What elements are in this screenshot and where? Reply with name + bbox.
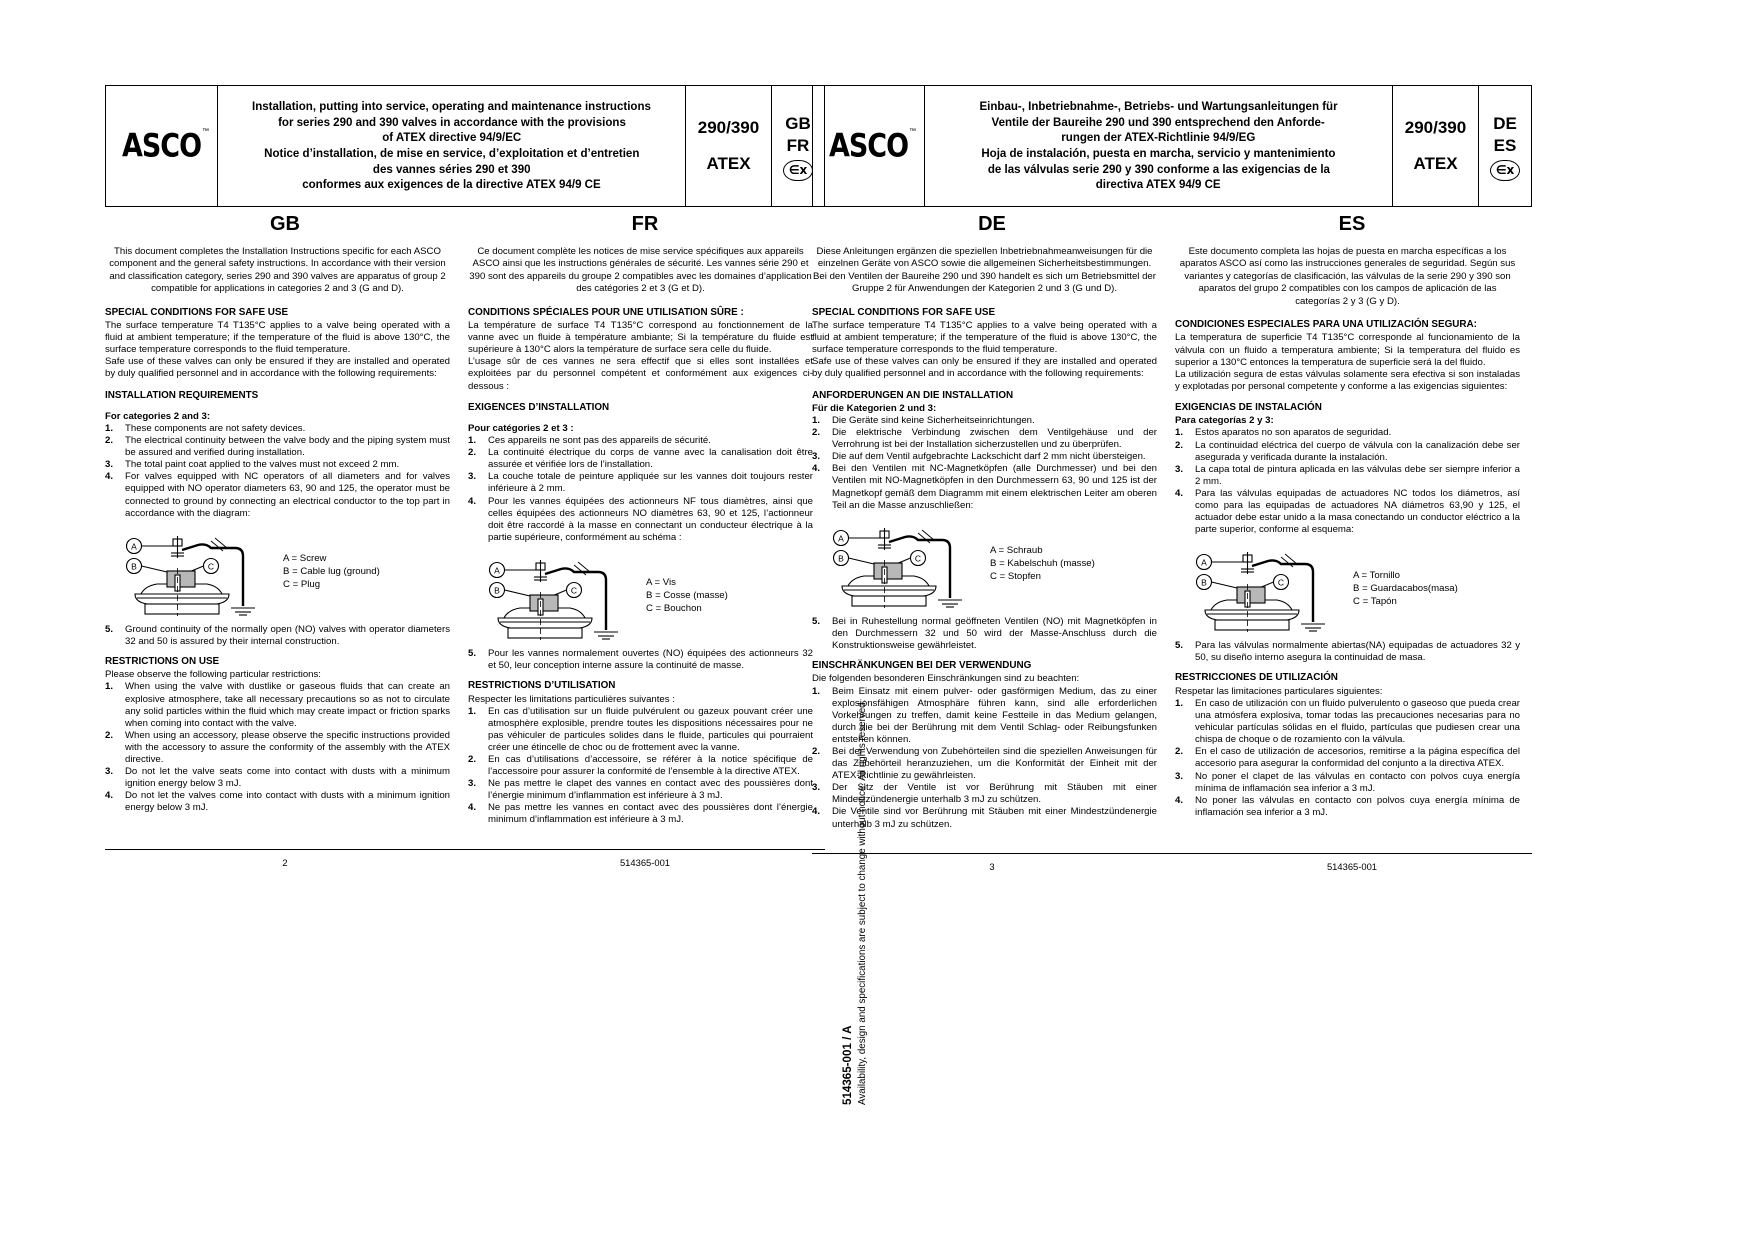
section-heading: EXIGENCIAS DE INSTALACIÓN xyxy=(1175,401,1322,413)
section-paragraph: La temperatura de superficie T4 T135°C corresponde al funcionamiento de la válvula con un fluido a temperatura ambiente; Si la temperatura del fluido es superior a 130°C entonces la temperatura de superficie será la del fluido. xyxy=(1175,332,1520,368)
list-number: 3. xyxy=(468,471,477,483)
svg-text:A: A xyxy=(494,565,500,576)
list-number: 3. xyxy=(1175,770,1184,782)
column-language-heading: GB xyxy=(270,213,300,235)
list-text: Bei der Verwendung von Zubehörteilen sind die speziellen Anweisungen für das Zubehörteil heranzuziehen, um die Konformität der Einheit mit der ATEX-Richtlinie zu gewährleisten. xyxy=(832,746,1157,782)
list-item xyxy=(812,746,1157,782)
list-text: Die Ventile sind vor Berührung mit Stäuben mit einer Mindestzündenergie unterhalb 3 mJ zu schützen. xyxy=(832,806,1157,830)
list-item xyxy=(1175,440,1520,464)
section-paragraph: Safe use of these valves can only be ensured if they are installed and operated by duly qualified personnel and in accordance with the following requirements: xyxy=(105,356,450,380)
list-item xyxy=(105,790,450,814)
document-code: 514365-001 xyxy=(619,856,671,868)
column-gb xyxy=(105,246,450,835)
list-number: 4. xyxy=(105,790,114,802)
header-title xyxy=(218,86,686,206)
section-heading: EINSCHRÄNKUNGEN BEI DER VERWENDUNG xyxy=(812,660,1032,672)
title-line: conformes aux exigences de la directive ATEX 94/9 CE xyxy=(302,177,601,192)
list-number: 2. xyxy=(105,435,114,447)
spine-document-number: 514365-001 / A xyxy=(841,1025,854,1105)
list-item xyxy=(468,471,813,495)
svg-text:C: C xyxy=(207,561,215,572)
list-text: Der Sitz der Ventile ist vor Berührung mit Stäuben mit einer Mindestzündenergie unterhalb 3 mJ zu schützen. xyxy=(832,782,1157,806)
column-de xyxy=(812,246,1157,839)
language-code: FR xyxy=(786,135,810,155)
section-heading: SPECIAL CONDITIONS FOR SAFE USE xyxy=(812,306,996,318)
diagram-legend xyxy=(646,576,728,615)
diagram-legend xyxy=(283,552,380,591)
svg-text:C: C xyxy=(1277,577,1285,588)
list-item xyxy=(468,778,813,802)
sheet-de-es xyxy=(812,85,1532,872)
list-item xyxy=(468,447,813,471)
list-item xyxy=(812,463,1157,511)
restrictions-list xyxy=(468,706,813,827)
title-line: de las válvulas serie 290 y 390 conforme a las exigencias de la xyxy=(987,161,1330,176)
list-item xyxy=(105,435,450,459)
list-number: 5. xyxy=(1175,640,1184,652)
legend-item: B = Guardacabos(masa) xyxy=(1353,582,1458,594)
requirements-list xyxy=(105,423,450,520)
title-line: Einbau-, Inbetriebnahme-, Betriebs- und Wartungsanleitungen für xyxy=(979,99,1338,114)
list-text: Ne pas mettre les vannes en contact avec des poussières dont l’énergie minimum d’inflammation est inférieure à 3 mJ. xyxy=(488,802,813,826)
valve-diagram-svg xyxy=(830,520,980,608)
requirements-list xyxy=(1175,427,1520,536)
list-number: 3. xyxy=(468,778,477,790)
list-text: En cas d’utilisation sur un fluide pulvérulent ou gazeux pouvant créer une atmosphère explosible, prendre toutes les dispositions nécessaires pour ne pas véhiculer de particules solides dans le fluide, particules qui pourraient créer une étincelle de choc ou de frottement avec la vanne. xyxy=(488,705,813,753)
footer-divider xyxy=(105,849,825,850)
legend-item: C = Plug xyxy=(283,579,321,591)
asco-logo-text: ASCO xyxy=(121,127,202,165)
restrictions-list xyxy=(1175,698,1520,819)
list-number: 1. xyxy=(105,423,114,434)
list-item xyxy=(812,451,1157,463)
language-code: ES xyxy=(1493,135,1517,155)
diagram-legend xyxy=(1353,569,1458,608)
restrictions-list xyxy=(105,681,450,814)
legend-item: A = Screw xyxy=(283,553,327,565)
section-heading: INSTALLATION REQUIREMENTS xyxy=(105,389,259,401)
intro-paragraph: This document completes the Installation Instructions specific for each ASCO component and the general safety instructions. In accordance with their version and classification category, series 290 and 390 valves are apparatus of group 2 compatible for applications in categories 2 and 3 (G and D). xyxy=(109,246,446,295)
title-line: Hoja de instalación, puesta en marcha, servicio y mantenimiento xyxy=(981,146,1336,160)
list-number: 3. xyxy=(812,782,821,794)
series-box xyxy=(686,86,772,206)
section-paragraph: La utilización segura de estas válvulas solamente sera efectiva si son instaladas y explotadas por personal competente y conforme a las exigencias siguientes: xyxy=(1175,368,1520,392)
title-line: rungen der ATEX-Richtlinie 94/9/EG xyxy=(1061,130,1256,145)
valve-grounding-diagram xyxy=(123,528,450,616)
legend-item: A = Schraub xyxy=(990,545,1043,557)
list-item xyxy=(812,686,1157,746)
language-band xyxy=(105,213,825,236)
list-item xyxy=(468,435,813,447)
list-text: No poner el clapet de las válvulas en contacto con polvos cuya energía mínima de inflamación sea inferior a 3 mJ. xyxy=(1195,770,1520,794)
svg-text:B: B xyxy=(838,553,844,564)
header-box xyxy=(812,85,1532,207)
section-paragraph: L’usage sûr de ces vannes ne sera effectif que si elles sont installées et exploitées par du personnel compétent et conformément aux exigences ci-dessous : xyxy=(468,356,813,392)
list-item xyxy=(1175,464,1520,488)
restrictions-list xyxy=(812,686,1157,831)
section-lead: Die folgenden besonderen Einschränkungen sind zu beachten: xyxy=(812,673,1080,685)
requirements-list-continued xyxy=(812,616,1157,652)
list-text: En cas d’utilisations d’accessoire, se référer à la notice spécifique de l’accessoire pour assurer la conformité de l’ensemble à la directive ATEX. xyxy=(488,754,813,778)
brand-logo xyxy=(813,86,925,206)
requirements-list-continued xyxy=(1175,640,1520,664)
list-number: 1. xyxy=(468,705,477,717)
series-number: 290/390 xyxy=(1404,118,1467,137)
list-text: For valves equipped with NC operators of all diameters and for valves equipped with NO operator diameters 63, 90 and 125, the operator must be connected to ground by connecting an electrical conductor to the top part in accordance with the diagram: xyxy=(125,471,450,519)
list-item xyxy=(468,754,813,778)
list-item xyxy=(468,706,813,754)
list-item xyxy=(1175,795,1520,819)
document-code: 514365-001 xyxy=(1326,860,1378,872)
list-text: Do not let the valves come into contact with dusts with a minimum ignition energy below 3 mJ. xyxy=(125,790,450,814)
list-text: En el caso de utilización de accesorios, remitirse a la página específica del accesorio para asegurar la conformidad del conjunto a la directiva ATEX. xyxy=(1195,746,1520,770)
trademark-icon: ™ xyxy=(202,128,209,135)
list-item xyxy=(812,806,1157,830)
list-text: Die elektrische Verbindung zwischen dem Ventilgehäuse und der Verrohrung ist bei der Installation sicherzustellen und zu überprüfen. xyxy=(832,427,1157,451)
list-number: 1. xyxy=(812,415,821,426)
footer xyxy=(812,861,1532,872)
list-text: When using the valve with dustlike or gaseous fluids that can create an explosive atmosphere, take all necessary precautions so as not to circulate any solid particles within the fluid which may create impact or friction sparks when coming into contact with the valve. xyxy=(125,681,450,729)
title-line: Ventile der Baureihe 290 und 390 entsprechend den Anforde- xyxy=(991,114,1326,129)
intro-paragraph: Ce document complète les notices de mise service spécifiques aux appareils ASCO ainsi que les instructions générales de sécurité. Les vannes série 290 et 390 sont des appareils du groupe 2 compatibles avec les domaines d’application des catégories 2 et 3 (G et D). xyxy=(469,246,812,295)
svg-text:B: B xyxy=(494,585,500,596)
list-item xyxy=(1175,427,1520,439)
language-box xyxy=(1479,86,1531,206)
list-text: These components are not safety devices. xyxy=(125,423,306,434)
requirements-list xyxy=(468,435,813,544)
list-number: 2. xyxy=(468,447,477,459)
list-item xyxy=(812,616,1157,652)
list-number: 4. xyxy=(105,471,114,483)
list-item xyxy=(105,471,450,519)
list-text: No poner las válvulas en contacto con polvos cuya energía mínima de inflamación sea inferior a 3 mJ. xyxy=(1195,794,1520,818)
title-line: Installation, putting into service, operating and maintenance instructions xyxy=(252,99,651,114)
body-columns xyxy=(105,246,825,835)
list-text: Ne pas mettre le clapet des vannes en contact avec des poussières dont l’énergie minimum d’inflammation est inférieure à 3 mJ. xyxy=(488,778,813,802)
list-text: En caso de utilización con un fluido pulverulento o gaseoso que pueda crear una atmósfera explosiva, tomar todas las precauciones necesarias para no vehicular partículas sólidas en el fluido, partículas que pudiesen crear una chispa de choque o de rozamiento con la válvula. xyxy=(1195,697,1520,746)
list-number: 5. xyxy=(468,647,477,659)
valve-grounding-diagram xyxy=(830,520,1157,608)
series-box xyxy=(1393,86,1479,206)
list-text: La couche totale de peinture appliquée sur les vannes doit toujours rester inférieure à 2 mm. xyxy=(488,471,813,495)
list-item xyxy=(812,782,1157,806)
list-number: 4. xyxy=(1175,487,1184,499)
list-text: Bei in Ruhestellung normal geöffneten Ventilen (NO) mit Magnetköpfen in den Durchmessern 32 und 50 wird der Masse-Anschluss durch die Konstruktionsweise gewährleistet. xyxy=(832,615,1157,651)
title-line: for series 290 and 390 valves in accordance with the provisions xyxy=(277,114,626,129)
legend-item: C = Tapón xyxy=(1353,595,1397,607)
list-text: Beim Einsatz mit einem pulver- oder gasförmigen Medium, das zu einer explosionsfähigen Atmosphäre führen kann, sind alle erforderlichen Vorkehrungen zu treffen, damit keine Festteile in das Medium gelangen, durch die bei der Berührung mit dem Ventil Schlag- oder Reibungsfunken entstehen können. xyxy=(832,685,1157,745)
list-number: 1. xyxy=(812,685,821,697)
footer xyxy=(105,857,825,868)
atex-ex-icon: ∈x xyxy=(1490,160,1520,181)
list-number: 4. xyxy=(812,463,821,475)
title-line: Notice d’installation, de mise en service, d’exploitation et d’entretien xyxy=(263,146,640,160)
section-subheading: Für die Kategorien 2 und 3: xyxy=(812,402,937,414)
brand-logo xyxy=(106,86,218,206)
section-lead: Please observe the following particular restrictions: xyxy=(105,669,321,681)
valve-diagram-svg xyxy=(486,552,636,640)
list-text: Estos aparatos no son aparatos de seguridad. xyxy=(1195,427,1392,439)
list-number: 1. xyxy=(1175,427,1184,439)
asco-logo-text: ASCO xyxy=(828,127,909,165)
list-item xyxy=(105,681,450,729)
list-number: 4. xyxy=(468,495,477,507)
list-text: La continuité électrique du corps de vanne avec la canalisation doit être assurée et vérifiée lors de l’installation. xyxy=(488,447,813,471)
section-heading: SPECIAL CONDITIONS FOR SAFE USE xyxy=(105,306,289,318)
list-text: Bei den Ventilen mit NC-Magnetköpfen (alle Durchmesser) und bei den Ventilen mit NO-Magnetköpfen in den Durchmessern 63, 90 und 125 ist der Magnetkopf gemäß dem Diagramm mit einem elektrischen Leiter am oberen Teil an die Masse anzuschließen: xyxy=(832,463,1157,511)
svg-text:A: A xyxy=(131,541,137,552)
valve-grounding-diagram xyxy=(486,552,813,640)
list-item xyxy=(812,415,1157,427)
list-number: 4. xyxy=(1175,794,1184,806)
list-text: Pour les vannes équipées des actionneurs NF tous diamètres, ainsi que celles équipées des actionneurs NO diamètres 63, 90 et 125, l’actionneur doit être raccordé à la masse en connectant un conducteur électrique à la partie supérieure, conformément au schéma : xyxy=(488,495,813,543)
body-columns xyxy=(812,246,1532,839)
legend-item: B = Cosse (masse) xyxy=(646,590,728,602)
list-number: 3. xyxy=(105,459,114,471)
list-text: Ces appareils ne sont pas des appareils de sécurité. xyxy=(488,435,711,447)
list-item xyxy=(812,427,1157,451)
svg-text:A: A xyxy=(838,533,844,544)
legend-item: B = Cable lug (ground) xyxy=(283,566,380,578)
list-text: La continuidad eléctrica del cuerpo de válvula con la canalización debe ser asegurada y verificada durante la instalación. xyxy=(1195,439,1520,463)
language-code: GB xyxy=(785,113,811,133)
column-language-heading: ES xyxy=(1338,213,1366,235)
section-paragraph: La température de surface T4 T135°C correspond au fonctionnement de la vanne avec un fluide à température ambiante; Si la température du fluide est supérieure à 130°C alors la température de surface sera celle du fluide. xyxy=(468,320,813,356)
list-item xyxy=(1175,698,1520,746)
section-heading: RESTRICTIONS ON USE xyxy=(105,655,220,667)
list-item xyxy=(105,730,450,766)
list-number: 1. xyxy=(468,435,477,447)
list-text: Pour les vannes normalement ouvertes (NO) équipées des actionneurs 32 et 50, leur conception interne assure la continuité de masse. xyxy=(488,647,813,672)
list-number: 3. xyxy=(105,766,114,778)
list-number: 5. xyxy=(812,615,821,627)
list-text: Ground continuity of the normally open (NO) valves with operator diameters 32 and 50 is assured by their internal construction. xyxy=(125,623,450,647)
section-heading: CONDICIONES ESPECIALES PARA UNA UTILIZACIÓN SEGURA: xyxy=(1175,319,1477,331)
list-number: 5. xyxy=(105,623,114,635)
section-subheading: Para categorías 2 y 3: xyxy=(1175,415,1274,427)
atex-ex-icon: ∈x xyxy=(783,160,813,181)
list-text: Die auf dem Ventil aufgebrachte Lackschicht darf 2 mm nicht übersteigen. xyxy=(832,451,1146,463)
list-text: When using an accessory, please observe the specific instructions provided with the accessory to assure the conformity of the assembly with the ATEX directive. xyxy=(125,729,450,765)
list-number: 3. xyxy=(812,451,821,463)
list-item xyxy=(1175,746,1520,770)
list-number: 4. xyxy=(468,802,477,814)
list-text: Do not let the valve seats come into contact with dusts with a minimum ignition energy below 3 mJ. xyxy=(125,766,450,790)
list-item xyxy=(468,648,813,672)
title-line: of ATEX directive 94/9/EC xyxy=(382,130,521,145)
list-item xyxy=(1175,488,1520,536)
section-paragraph: Safe use of these valves can only be ensured if they are installed and operated by duly qualified personnel and in accordance with the following requirements: xyxy=(812,356,1157,380)
standard-label: ATEX xyxy=(706,154,751,173)
title-line: des vannes séries 290 et 390 xyxy=(372,161,531,176)
list-number: 1. xyxy=(105,681,114,693)
language-code: DE xyxy=(1493,113,1517,133)
section-lead: Respetar las limitaciones particulares siguientes: xyxy=(1175,685,1383,697)
requirements-list-continued xyxy=(105,624,450,648)
footer-divider xyxy=(812,853,1532,854)
list-item xyxy=(468,802,813,826)
section-paragraph: The surface temperature T4 T135°C applies to a valve being operated with a fluid at ambient temperature; if the temperature of the fluid is above 130°C, the surface temperature corresponds to the fluid temperature. xyxy=(105,320,450,356)
list-text: Die Geräte sind keine Sicherheitseinrichtungen. xyxy=(832,415,1035,426)
section-lead: Respecter les limitations particulières suivantes : xyxy=(468,693,675,705)
list-text: Para las válvulas normalmente abiertas(NA) equipadas de actuadores 32 y 50, su diseño interno asegura la continuidad de masa. xyxy=(1195,640,1520,664)
column-fr xyxy=(468,246,813,835)
svg-text:C: C xyxy=(570,585,578,596)
language-band xyxy=(812,213,1532,236)
list-number: 3. xyxy=(1175,463,1184,475)
list-text: The total paint coat applied to the valves must not exceed 2 mm. xyxy=(125,459,400,471)
list-item xyxy=(105,766,450,790)
list-item xyxy=(1175,640,1520,664)
page-number: 2 xyxy=(282,856,288,868)
legend-item: A = Tornillo xyxy=(1353,569,1401,581)
list-number: 4. xyxy=(812,806,821,818)
trademark-icon: ™ xyxy=(909,128,916,135)
header-box xyxy=(105,85,825,207)
list-number: 2. xyxy=(468,754,477,765)
requirements-list xyxy=(812,415,1157,512)
section-subheading: For categories 2 and 3: xyxy=(105,410,211,422)
sheet-gb-fr xyxy=(105,85,825,868)
section-heading: RESTRICTIONS D’UTILISATION xyxy=(468,680,616,692)
svg-text:C: C xyxy=(914,553,922,564)
list-text: Para las válvulas equipadas de actuadores NC todos los diámetros, así como para las equipadas de actuadores NA diámetros 63,90 y 125, el actuador debe estar unido a la masa conectando un conductor eléctrico a la parte superior, conforme al esquema: xyxy=(1195,487,1520,536)
valve-grounding-diagram xyxy=(1193,544,1520,632)
svg-text:B: B xyxy=(131,561,137,572)
diagram-legend xyxy=(990,544,1095,583)
list-text: The electrical continuity between the valve body and the piping system must be assured and verified during installation. xyxy=(125,435,450,459)
page-number: 3 xyxy=(989,860,995,872)
valve-diagram-svg xyxy=(1193,544,1343,632)
column-language-heading: DE xyxy=(978,213,1006,235)
valve-diagram-svg xyxy=(123,528,273,616)
legend-item: B = Kabelschuh (masse) xyxy=(990,558,1095,570)
header-title xyxy=(925,86,1393,206)
standard-label: ATEX xyxy=(1413,154,1458,173)
intro-paragraph: Este documento completa las hojas de puesta en marcha específicas a los aparatos ASCO así como las instrucciones generales de seguridad. Según sus variantes y categorías de clasificación, las válvulas de la serie 290 y 390 son aparatos del grupo 2 compatibles con los campos de aplicación de las categorías 2 y 3 (G y D). xyxy=(1179,246,1516,307)
legend-item: C = Stopfen xyxy=(990,571,1041,583)
list-text: La capa total de pintura aplicada en las válvulas debe ser siempre inferior a 2 mm. xyxy=(1195,463,1520,487)
list-number: 1. xyxy=(1175,697,1184,709)
legend-item: A = Vis xyxy=(646,577,676,589)
section-paragraph: The surface temperature T4 T135°C applies to a valve being operated with a fluid at ambient temperature; if the temperature of the fluid is above 130°C, the surface temperature corresponds to the fluid temperature. xyxy=(812,320,1157,356)
section-heading: CONDITIONS SPÉCIALES POUR UNE UTILISATION SÛRE : xyxy=(468,306,744,318)
list-number: 2. xyxy=(105,729,114,741)
section-subheading: Pour catégories 2 et 3 : xyxy=(468,423,574,434)
column-es xyxy=(1175,246,1520,839)
list-number: 2. xyxy=(1175,746,1184,758)
legend-item: C = Bouchon xyxy=(646,603,702,615)
intro-paragraph: Diese Anleitungen ergänzen die speziellen Inbetriebnahmeanweisungen für die einzelnen Geräte von ASCO sowie die allgemeinen Sicherheitsbestimmungen. Bei den Ventilen der Baureihe 290 und 390 handelt es sich um Betriebsmittel der Gruppe 2 für Anwendungen der Kategorien 2 und 3 (G und D). xyxy=(813,246,1156,295)
series-number: 290/390 xyxy=(697,118,760,137)
title-line: directiva ATEX 94/9 CE xyxy=(1096,177,1221,192)
spine-legal-notice: Availability, design and specifications are subject to change without notice. All rights reserved. xyxy=(857,699,868,1105)
list-item xyxy=(105,459,450,471)
requirements-list-continued xyxy=(468,648,813,672)
list-item xyxy=(105,624,450,648)
section-heading: ANFORDERUNGEN AN DIE INSTALLATION xyxy=(812,389,1014,401)
svg-text:A: A xyxy=(1201,557,1207,568)
svg-text:B: B xyxy=(1201,577,1207,588)
list-number: 2. xyxy=(812,746,821,757)
column-language-heading: FR xyxy=(631,213,659,235)
list-number: 2. xyxy=(1175,439,1184,451)
list-item xyxy=(468,496,813,544)
section-heading: RESTRICCIONES DE UTILIZACIÓN xyxy=(1175,672,1338,684)
list-item xyxy=(1175,771,1520,795)
list-number: 2. xyxy=(812,427,821,439)
list-item xyxy=(105,423,450,435)
section-heading: EXIGENCES D’INSTALLATION xyxy=(468,401,610,413)
